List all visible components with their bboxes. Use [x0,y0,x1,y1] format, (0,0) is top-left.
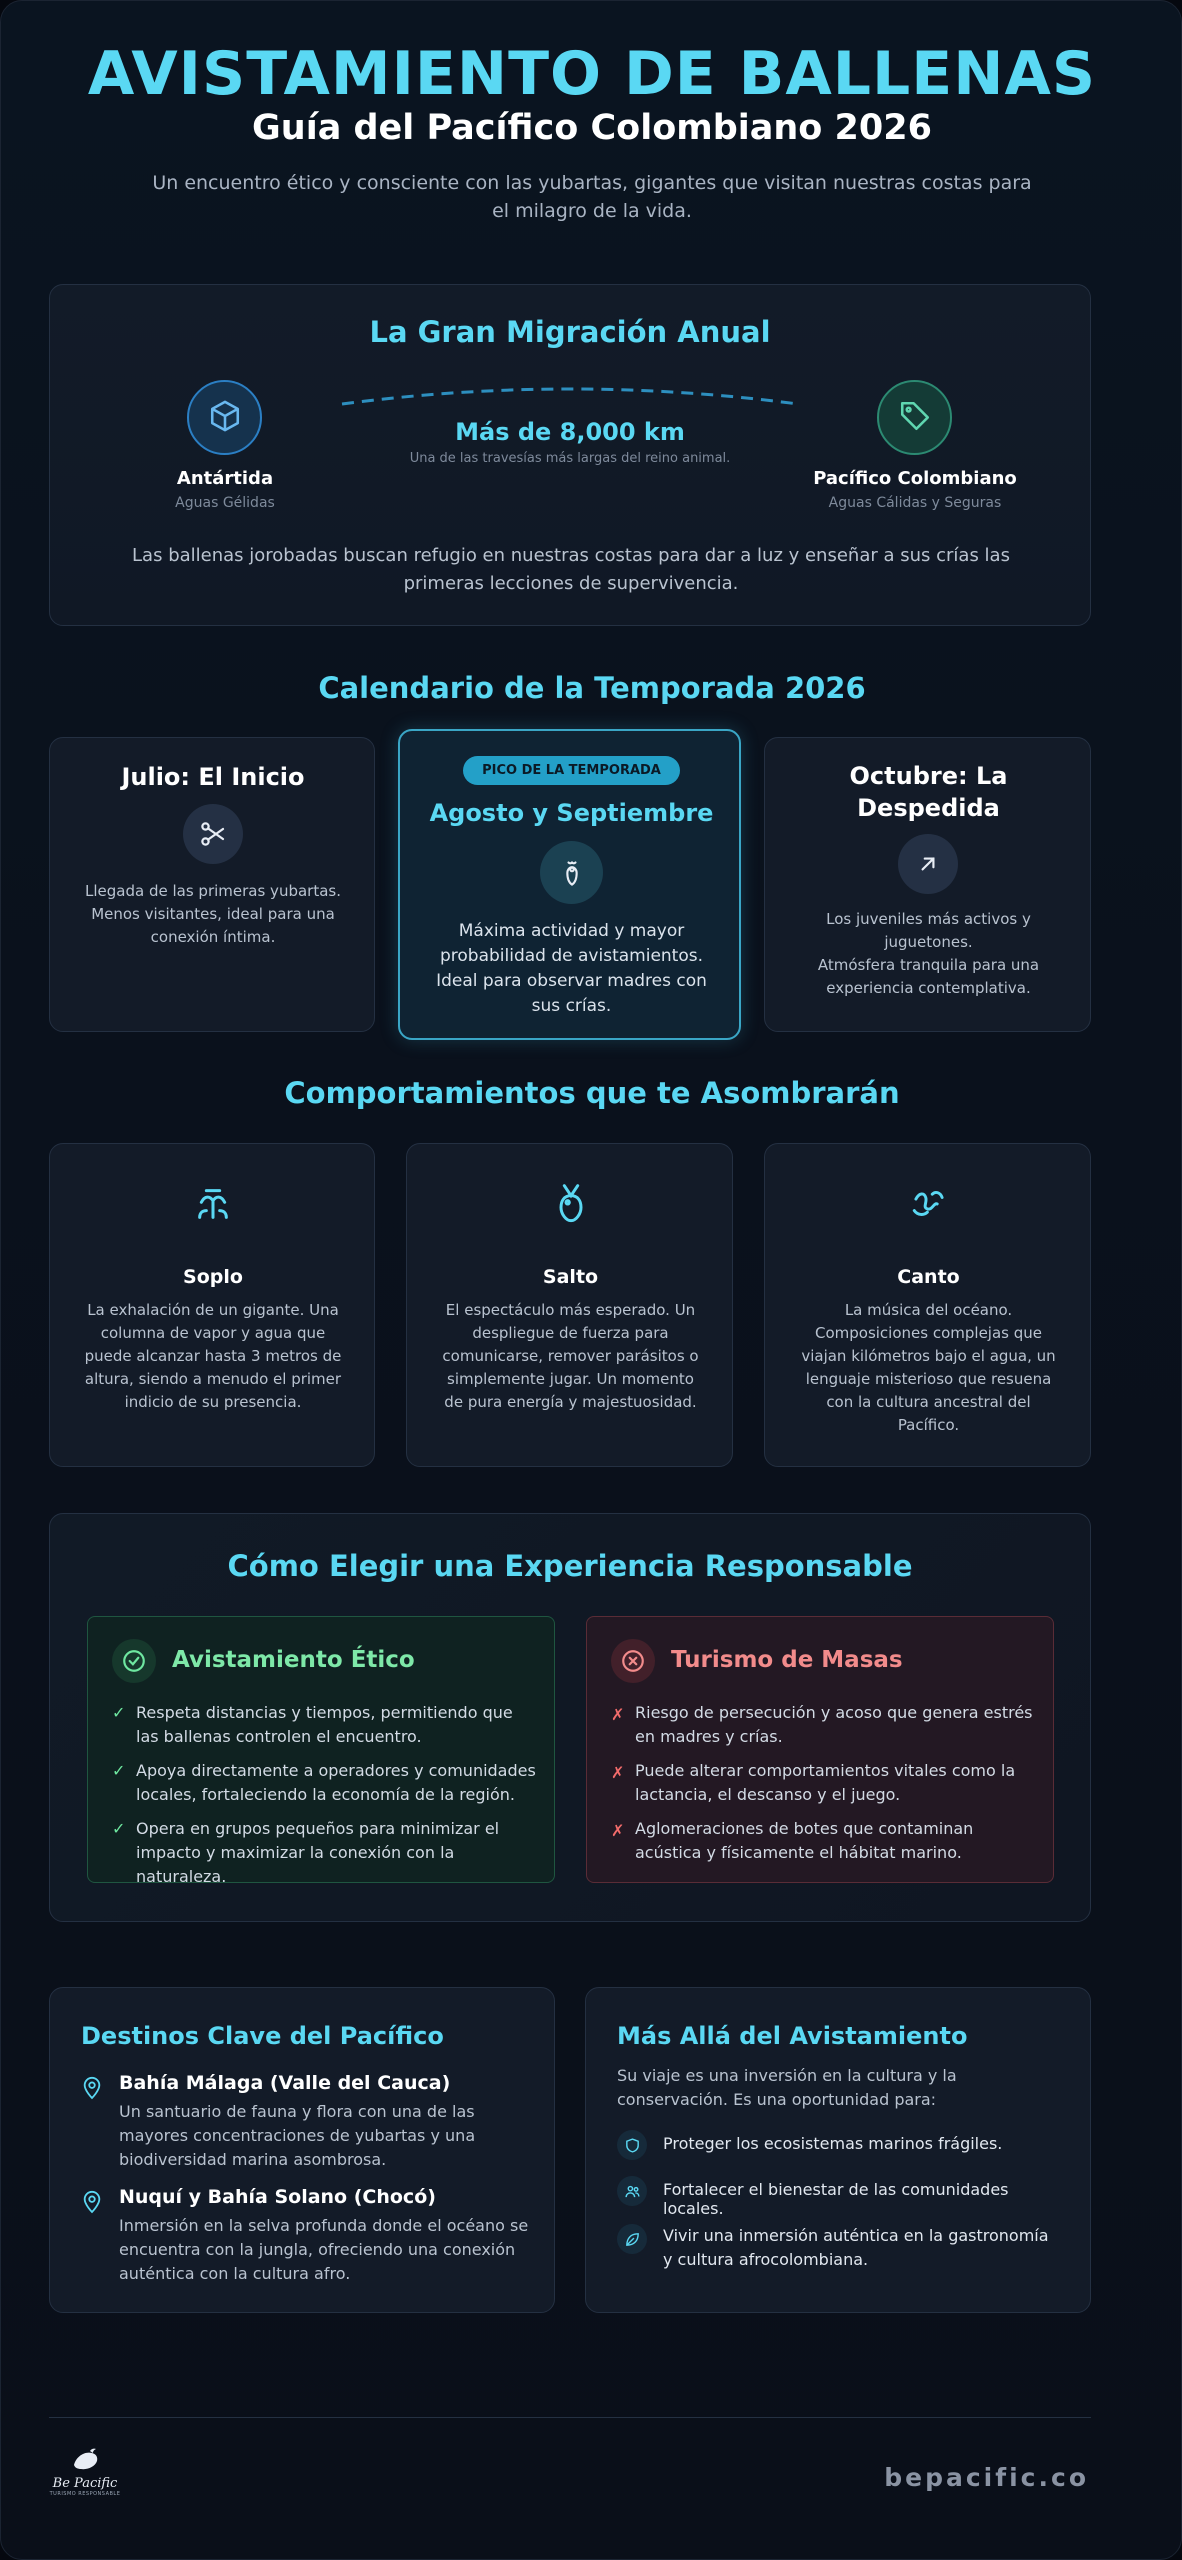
check-icon: ✓ [112,1819,126,1838]
beyond-item: Proteger los ecosistemas marinos frágiles. [663,2134,1003,2153]
footer-logo-tagline: TURISMO RESPONSABLE [49,2491,121,2497]
map-pin-icon [81,2188,103,2218]
ethical-item: Opera en grupos pequeños para minimizar el impacto y maximizar la conexión con la naturaleza. [136,1819,500,1886]
behavior-text: La música del océano. Composiciones complejas que viajan kilómetros bajo el agua, un lenguaje misterioso que resuena con la cultura ancestral del Pacífico. [801,1301,1056,1434]
beyond-item: Vivir una inmersión auténtica en la gastronomía y cultura afrocolombiana. [663,2226,1049,2269]
behavior-card-canto [764,1143,1091,1467]
whale-logo-icon [70,2447,100,2473]
spout-icon [193,1184,233,1228]
beyond-card [585,1987,1091,2313]
behavior-name: Soplo [183,1266,243,1288]
calendar-month-text: Llegada de las primeras yubartas. Menos visitantes, ideal para una conexión íntima. [85,882,341,946]
beyond-title: Más Allá del Avistamiento [617,2022,968,2050]
song-wave-icon [909,1186,949,1226]
destinations-card [49,1987,555,2313]
behavior-text: El espectáculo más esperado. Un despliegue de fuerza para comunicarse, remover parásitos o simplemente jugar. Un momento de pura energía y majestuosidad. [442,1301,699,1411]
cube-icon [208,399,242,437]
check-circle-icon [112,1639,156,1683]
footer-divider [49,2417,1091,2418]
origin-name: Antártida [176,468,274,489]
beyond-item: Fortalecer el bienestar de las comunidades locales. [663,2180,1009,2218]
calendar-month-title: Julio: El Inicio [121,763,305,791]
destination-name: Nuquí y Bahía Solano (Chocó) [119,2186,436,2208]
migration-description: Las ballenas jorobadas buscan refugio en nuestras costas para dar a luz y enseñar a sus crías las primeras lecciones de supervivencia. [132,545,1010,594]
cross-icon: ✗ [611,1763,625,1782]
calendar-card-october [764,737,1091,1032]
mass-item: Riesgo de persecución y acoso que genera estrés en madres y crías. [635,1703,1033,1746]
behavior-text: La exhalación de un gigante. Una columna de vapor y agua que puede alcanzar hasta 3 metros de altura, siendo a menudo el primer indicio de su presencia. [84,1301,342,1411]
breach-icon [551,1182,591,1230]
behaviors-title: Comportamientos que te Asombrarán [284,1076,900,1110]
leaf-icon [617,2224,647,2254]
map-pin-icon [81,2074,103,2104]
cross-icon: ✗ [611,1705,625,1724]
destination-icon-circle [877,380,952,455]
intro-text: Un encuentro ético y consciente con las yubartas, gigantes que visitan nuestras costas para el milagro de la vida. [152,172,1032,222]
x-circle-icon [611,1639,655,1683]
destination-text: Inmersión en la selva profunda donde el océano se encuentra con la jungla, ofreciendo una conexión auténtica con la cultura afro. [119,2216,529,2283]
calendar-month-text: Máxima actividad y mayor probabilidad de avistamientos. Ideal para observar madres con sus crías. [436,921,707,1016]
origin-icon-circle [187,380,262,455]
calendar-card-peak [398,729,741,1040]
responsible-title: Cómo Elegir una Experiencia Responsable [227,1549,913,1583]
migration-card [49,284,1091,626]
destinations-title: Destinos Clave del Pacífico [81,2022,444,2050]
behavior-name: Canto [897,1266,960,1288]
behavior-card-soplo [49,1143,375,1467]
migration-route-arc [340,380,800,410]
destination-name: Bahía Málaga (Valle del Cauca) [119,2072,451,2094]
calendar-card-july [49,737,375,1032]
ethical-panel [87,1616,555,1886]
mass-item: Aglomeraciones de botes que contaminan acústica y físicamente el hábitat marino. [635,1819,974,1862]
tag-icon [898,399,932,437]
footer-logo-text: Be Pacific [52,2476,118,2491]
footer-logo [49,2447,121,2507]
ethical-item: Respeta distancias y tiempos, permitiendo que las ballenas controlen el encuentro. [136,1703,513,1746]
mass-item: Puede alterar comportamientos vitales como la lactancia, el descanso y el juego. [635,1761,1016,1804]
destination-name: Pacífico Colombiano [813,468,1017,489]
destination-desc: Aguas Cálidas y Seguras [828,495,1002,511]
calendar-month-title: Agosto y Septiembre [429,799,714,827]
mass-tourism-panel [586,1616,1054,1883]
peak-season-badge: PICO DE LA TEMPORADA [463,756,680,785]
beyond-intro: Su viaje es una inversión en la cultura y la conservación. Es una oportunidad para: [617,2066,957,2109]
origin-desc: Aguas Gélidas [175,495,275,511]
ethical-item: Apoya directamente a operadores y comunidades locales, fortaleciendo la economía de la región. [136,1761,536,1804]
migration-title: La Gran Migración Anual [369,315,771,349]
calendar-title: Calendario de la Temporada 2026 [318,671,866,705]
page-title: AVISTAMIENTO DE BALLENAS [87,39,1097,109]
migration-distance: Más de 8,000 km [455,418,685,446]
ethical-title: Avistamiento Ético [172,1647,415,1673]
whale-tail-icon [540,841,603,904]
scissors-icon [183,804,243,864]
shield-icon [617,2130,647,2160]
behavior-name: Salto [542,1266,599,1288]
check-icon: ✓ [112,1761,126,1780]
calendar-month-title: Octubre: La Despedida [849,762,1008,822]
arrow-up-right-icon [898,834,958,894]
behavior-card-salto [406,1143,733,1467]
calendar-month-text: Los juveniles más activos y juguetones. Atmósfera tranquila para una experiencia contemplativa. [817,910,1040,997]
migration-distance-note: Una de las travesías más largas del reino animal. [409,451,731,466]
footer-website[interactable]: bepacific.co [884,2463,1089,2492]
people-icon [617,2176,647,2206]
destination-text: Un santuario de fauna y flora con una de las mayores concentraciones de yubartas y una biodiversidad marina asombrosa. [119,2102,476,2169]
cross-icon: ✗ [611,1821,625,1840]
check-icon: ✓ [112,1703,126,1722]
responsible-card [49,1513,1091,1922]
page-subtitle: Guía del Pacífico Colombiano 2026 [252,108,932,148]
mass-title: Turismo de Masas [671,1647,903,1673]
